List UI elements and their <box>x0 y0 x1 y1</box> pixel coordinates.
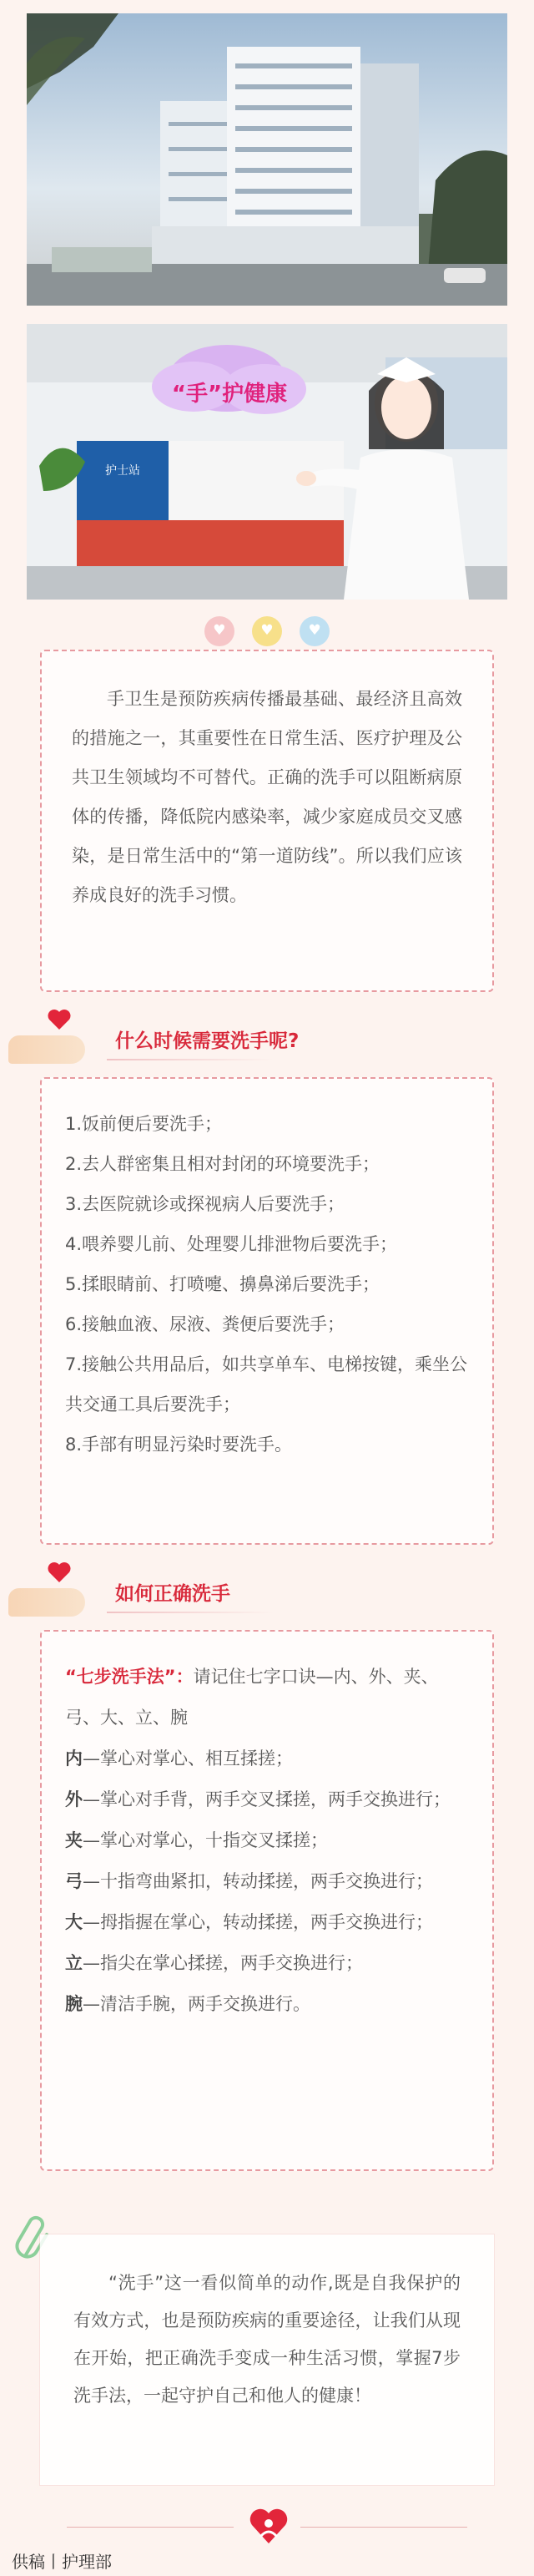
step-key: 大 <box>65 1912 83 1932</box>
step-item <box>65 1820 469 1861</box>
footer-credit: 供稿丨护理部 <box>12 2552 112 2572</box>
step-item <box>65 1984 469 2025</box>
list-item: 1.饭前便后要洗手； <box>65 1114 223 1134</box>
nurse-station-image <box>27 324 507 600</box>
list-item: 7.接触公共用品后，如共享单车、电梯按键，乘坐公共交通工具后要洗手； <box>65 1354 468 1415</box>
step-key: 内 <box>65 1749 83 1769</box>
nurse-station-photo <box>27 324 507 600</box>
nurse-banner-text: “手”护健康 <box>171 382 288 407</box>
section-how-title: 如何正确洗手 <box>115 1583 230 1605</box>
how-lead-text: 请记住七字口诀—内、外、夹、弓、大、立、腕 <box>65 1667 439 1728</box>
how-lead-highlight: “七步洗手法”： <box>65 1667 194 1687</box>
decorative-dots <box>0 616 534 650</box>
hand-icon <box>8 1035 85 1064</box>
closing-text: “洗手”这一看似简单的动作,既是自我保护的有效方式，也是预防疾病的重要途径，让我们从现在开始，把正确洗手变成一种生活习惯，掌握7步洗手法，一起守护自己和他人的健康！ <box>73 2273 461 2406</box>
how-lead <box>65 1657 469 1738</box>
hospital-building-image <box>27 13 507 306</box>
step-key: 立 <box>65 1953 83 1973</box>
divider-left <box>67 2527 234 2528</box>
heart-icon <box>47 1560 72 1585</box>
intro-card <box>40 650 494 992</box>
step-key: 夹 <box>65 1830 83 1850</box>
heart-icon <box>47 1007 72 1032</box>
svg-text:护士站: 护士站 <box>105 464 140 478</box>
step-item <box>65 1738 469 1779</box>
list-item: 3.去医院就诊或探视病人后要洗手； <box>65 1194 345 1214</box>
when-card <box>40 1077 494 1545</box>
intro-text: 手卫生是预防疾病传播最基础、最经济且高效的措施之一，其重要性在日常生活、医疗护理及公共卫生领域均不可替代。正确的洗手可以阻断病原体的传播，降低院内感染率，减少家庭成员交叉感染，是日常生活中的“第一道防线”。所以我们应该养成良好的洗手习惯。 <box>72 689 462 905</box>
list-item: 6.接触血液、尿液、粪便后要洗手； <box>65 1314 345 1334</box>
step-text: —拇指握在掌心，转动揉搓，两手交换进行； <box>83 1912 433 1932</box>
step-item <box>65 1779 469 1820</box>
title-underline <box>107 1612 274 1613</box>
step-text: —掌心对掌心、相互揉搓； <box>83 1749 293 1769</box>
step-key: 外 <box>65 1789 83 1809</box>
hospital-photo <box>27 13 507 306</box>
heart-dot-icon: ♥ <box>252 616 282 646</box>
hand-icon <box>8 1588 85 1617</box>
list-item: 4.喂养婴儿前、处理婴儿排泄物后要洗手； <box>65 1234 398 1254</box>
list-item: 5.揉眼睛前、打喷嚏、擤鼻涕后要洗手； <box>65 1274 380 1294</box>
step-item <box>65 1943 469 1984</box>
section-when-header <box>8 1007 526 1074</box>
closing-card <box>40 2234 494 2485</box>
step-text: —掌心对手背，两手交叉揉搓，两手交换进行； <box>83 1789 451 1809</box>
step-text: —指尖在掌心揉搓，两手交换进行； <box>83 1953 363 1973</box>
section-how-header <box>8 1560 526 1627</box>
step-item <box>65 1861 469 1902</box>
step-key: 腕 <box>65 1994 83 2014</box>
section-when-title: 什么时候需要洗手呢? <box>115 1030 300 1052</box>
step-text: —清洁手腕，两手交换进行。 <box>83 1994 310 2014</box>
when-list <box>65 1104 469 1465</box>
divider-right <box>300 2527 467 2528</box>
step-item <box>65 1902 469 1943</box>
heart-dot-icon: ♥ <box>300 616 330 646</box>
step-text: —掌心对掌心，十指交叉揉搓； <box>83 1830 328 1850</box>
care-heart-icon <box>247 2503 290 2547</box>
heart-dot-icon: ♥ <box>204 616 234 646</box>
title-underline <box>107 1059 274 1060</box>
list-item: 8.手部有明显污染时要洗手。 <box>65 1435 293 1455</box>
how-card <box>40 1630 494 2171</box>
step-key: 弓 <box>65 1871 83 1891</box>
step-text: —十指弯曲紧扣，转动揉搓，两手交换进行； <box>83 1871 433 1891</box>
list-item: 2.去人群密集且相对封闭的环境要洗手； <box>65 1154 380 1174</box>
